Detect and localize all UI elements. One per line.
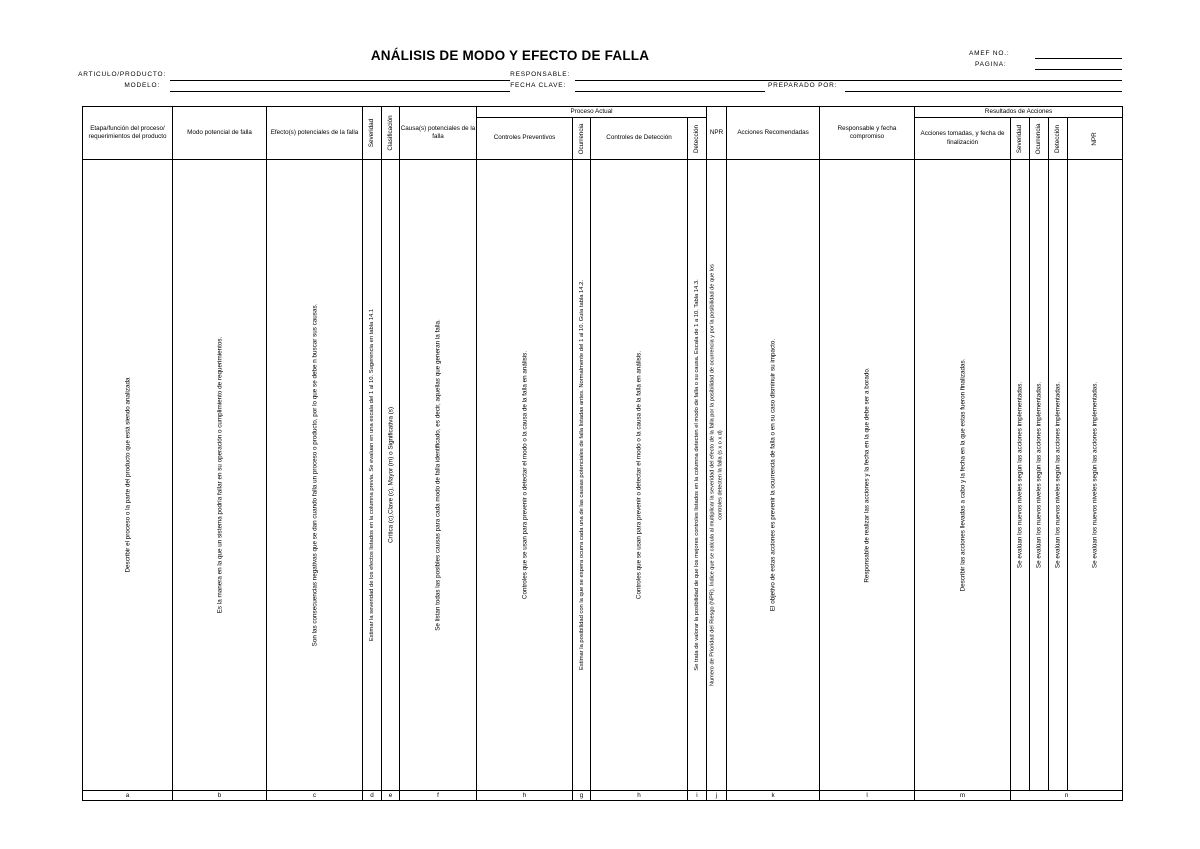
desc-controles-preventivos: Controles que se usan para prevenir o detectar el modo o la causa de la falla en análisis. [477, 160, 573, 791]
page-title: ANÁLISIS DE MODO Y EFECTO DE FALLA [370, 48, 650, 63]
desc-efectos: Son las consecuencias negativas que se dan cuando falla un proceso o producto, por lo que se debe n buscar sus causas. [267, 160, 363, 791]
footer-n: n [1011, 791, 1123, 801]
desc-acciones-tomadas: Describir las acciones llevadas a cabo y la fecha en la que estas fueron finalizadas. [915, 160, 1011, 791]
header-acciones-tomadas: Acciones tomadas, y fecha de finalización [915, 118, 1011, 160]
amef-no-label: AMEF NO.: [969, 50, 1010, 57]
footer-l: l [820, 791, 915, 801]
footer-d: d [363, 791, 382, 801]
fecha-clave-label: FECHA CLAVE: [510, 82, 566, 89]
header-r-severidad: Severidad [1011, 118, 1030, 160]
articulo-label: ARTICULO/PRODUCTO: [78, 71, 166, 78]
preparado-por-label: PREPARADO POR: [768, 82, 838, 89]
header-causas: Causa(s) potenciales de la falla [400, 107, 477, 160]
header-responsable-fecha: Responsable y fecha compromiso [820, 107, 915, 160]
desc-npr [707, 160, 727, 791]
amef-no-field[interactable] [1035, 58, 1122, 59]
footer-g: g [573, 791, 591, 801]
desc-npr-line-1: Numero de Prioridad del Riesgo (NPR). Índice que se calcula al multiplicar la severidad del efecto de la falla por la posibilidad de ocurrencia y por la posibilidad de que los [708, 264, 715, 686]
footer-e: e [382, 791, 400, 801]
desc-responsable-fecha: Responsable de realizar las acciones y la fecha en la que debe ser a borado. [820, 160, 915, 791]
pagina-field[interactable] [1035, 69, 1122, 70]
footer-h-det: h [591, 791, 688, 801]
header-ocurrencia: Ocurrencia [573, 118, 591, 160]
header-deteccion: Detección [688, 118, 707, 160]
header-efectos: Efecto(s) potenciales de la falla [267, 107, 363, 160]
pagina-label: PAGINA: [975, 61, 1007, 68]
desc-deteccion: Se trata de valorar la posibilidad de que los mejores controles listados en la columna detecten el modo de falla o su causa. Escala de 1 a 10. Tabla 14.3. [688, 160, 707, 791]
footer-h-prev: h [477, 791, 573, 801]
footer-b: b [173, 791, 267, 801]
desc-r-ocurrencia: Se evalúan los nuevos niveles según las acciones implementadas. [1030, 160, 1049, 791]
header-severidad: Severidad [363, 107, 382, 160]
footer-m: m [915, 791, 1011, 801]
desc-r-severidad: Se evalúan los nuevos niveles según las acciones implementadas. [1011, 160, 1030, 791]
group-resultados-acciones: Resultados de Acciones [915, 107, 1123, 118]
desc-controles-deteccion: Controles que se usan para prevenir o detectar el modo o la causa de la falla en análisis. [591, 160, 688, 791]
desc-ocurrencia: Estimar la posibilidad con la que se espera ocurra cada una de las causas potenciales de falla listadas antes. Normalmente del 1 al 10. Guía tabla 14.2. [573, 160, 591, 791]
modelo-field[interactable] [170, 91, 510, 92]
fecha-clave-field[interactable] [575, 91, 765, 92]
header-r-ocurrencia: Ocurrencia [1030, 118, 1049, 160]
footer-j: j [707, 791, 727, 801]
header-r-npr: NPR [1068, 118, 1123, 160]
desc-severidad: Estimar la severidad de los efectos listados en la columna previa. Se evaluan en una escala del 1 al 10. Sugerencia en tabla 14.1 [363, 160, 382, 791]
desc-npr-line-2: controles detecten la falla (s x o x d) [716, 430, 723, 520]
footer-k: k [727, 791, 820, 801]
responsable-label: RESPONSABLE: [510, 71, 570, 78]
header-etapa: Etapa/función del proceso/ requerimientos del producto [83, 107, 173, 160]
desc-causas: Se listan todas las posibles causas para cada modo de falla identificado, es decir, aquellas que generan la falla. [400, 160, 477, 791]
footer-a: a [83, 791, 173, 801]
header-acciones-recomendadas: Acciones Recomendadas [727, 107, 820, 160]
desc-clasificacion: Crítica (c),Clave (c), Mayor (m) o Significativa (s) [382, 160, 400, 791]
header-npr: NPR [707, 107, 727, 160]
group-proceso-actual: Proceso Actual [477, 107, 707, 118]
footer-i: i [688, 791, 707, 801]
header-r-deteccion: Detección [1049, 118, 1068, 160]
desc-modo-falla: Es la manera en la que un sistema podría fallar en su operación o cumplimiento de requerimientos. [173, 160, 267, 791]
desc-etapa: Describir el proceso o la parte del producto que está siendo analizada [83, 160, 173, 791]
header-modo-falla: Modo potencial de falla [173, 107, 267, 160]
amef-table [82, 106, 1123, 801]
desc-acciones-recomendadas: El objetivo de estas acciones es prevenir la ocurrencia de falla o en su caso disminuir su impacto. [727, 160, 820, 791]
responsable-field[interactable] [575, 80, 1122, 81]
preparado-por-field[interactable] [845, 91, 1122, 92]
articulo-field[interactable] [170, 80, 510, 81]
footer-c: c [267, 791, 363, 801]
desc-r-npr: Se evalúan los nuevos niveles según las acciones implementadas. [1068, 160, 1123, 791]
header-controles-preventivos: Controles Preventivos [477, 118, 573, 160]
header-clasificacion: Clasificación [382, 107, 400, 160]
modelo-label: MODELO: [124, 82, 160, 89]
desc-r-deteccion: Se evalúan los nuevos niveles según las acciones implementadas. [1049, 160, 1068, 791]
header-controles-deteccion: Controles de Detección [591, 118, 688, 160]
footer-f: f [400, 791, 477, 801]
